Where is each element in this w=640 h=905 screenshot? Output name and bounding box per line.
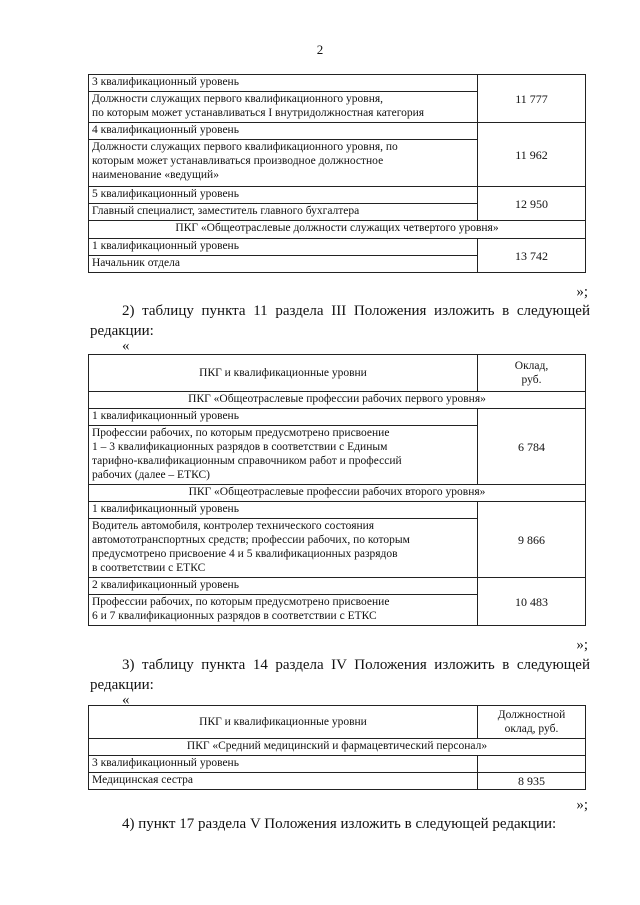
desc-cell: [89, 140, 478, 187]
table-row: [89, 392, 586, 409]
desc-line: 1 – 3 квалификационных разрядов в соответствии с Единым: [92, 441, 388, 453]
desc-cell: [89, 92, 478, 123]
desc-cell: Медицинская сестра: [89, 773, 478, 790]
table-row: [89, 409, 586, 426]
table-row: [89, 123, 586, 140]
group-heading: ПКГ «Общеотраслевые профессии рабочих второго уровня»: [89, 485, 586, 502]
table-row: [89, 75, 586, 92]
salary-value: 11 962: [478, 123, 586, 187]
table-row: [89, 756, 586, 773]
desc-line: автомототранспортных средств; профессии рабочих, по которым: [92, 534, 410, 546]
desc-line: Водитель автомобиля, контролер технического состояния: [92, 520, 375, 532]
table-row: [89, 485, 586, 502]
group-heading: ПКГ «Общеотраслевые профессии рабочих первого уровня»: [89, 392, 586, 409]
level-cell: 3 квалификационный уровень: [89, 75, 478, 92]
desc-line: тарифно-квалификационным справочником работ и профессий: [92, 455, 402, 467]
opening-quote: «: [122, 338, 130, 354]
salary-value: 11 777: [478, 75, 586, 123]
desc-cell: Начальник отдела: [89, 256, 478, 273]
desc-line: Профессии рабочих, по которым предусмотрено присвоение: [92, 596, 390, 608]
header-line: руб.: [521, 374, 542, 386]
desc-cell: [89, 519, 478, 578]
table-salary-workers: [88, 354, 586, 626]
level-cell: 1 квалификационный уровень: [89, 502, 478, 519]
group-heading: ПКГ «Средний медицинский и фармацевтический персонал»: [89, 739, 586, 756]
empty-cell: [478, 756, 586, 773]
header-line: Оклад,: [514, 360, 549, 372]
page-number: 2: [316, 42, 324, 57]
closing-quote: »;: [576, 637, 588, 653]
header-line: оклад, руб.: [504, 723, 559, 735]
paragraph-4: 4) пункт 17 раздела V Положения изложить в следующей редакции:: [122, 816, 557, 832]
paragraph-2-line2: редакции:: [90, 323, 154, 339]
salary-value: 9 866: [478, 502, 586, 578]
paragraph-3-line1: 3) таблицу пункта 14 раздела IV Положения изложить в следующей: [122, 657, 590, 673]
table-header-row: [89, 706, 586, 739]
table-row: [89, 239, 586, 256]
salary-value: 13 742: [478, 239, 586, 273]
level-cell: 5 квалификационный уровень: [89, 187, 478, 204]
closing-quote: »;: [576, 797, 588, 813]
desc-line: наименование «ведущий»: [92, 169, 219, 181]
header-right: [478, 355, 586, 392]
paragraph-3-line2: редакции:: [90, 677, 154, 693]
opening-quote: «: [122, 692, 130, 708]
table-row: [89, 187, 586, 204]
table-row: [89, 773, 586, 790]
group-heading: ПКГ «Общеотраслевые должности служащих четвертого уровня»: [89, 221, 586, 239]
salary-value: 8 935: [478, 773, 586, 790]
desc-line: 6 и 7 квалификационных разрядов в соответствии с ЕТКС: [92, 610, 377, 622]
desc-cell: [89, 595, 478, 626]
level-cell: 3 квалификационный уровень: [89, 756, 478, 773]
table-salary-medical: [88, 705, 586, 790]
desc-line: по которым может устанавливаться I внутридолжностная категория: [92, 107, 425, 119]
desc-line: которым может устанавливаться производное должностное: [92, 155, 384, 167]
table-salary-clerks: [88, 74, 586, 273]
desc-line: рабочих (далее – ЕТКС): [92, 469, 210, 481]
header-left: ПКГ и квалификационные уровни: [89, 706, 478, 739]
header-left: ПКГ и квалификационные уровни: [89, 355, 478, 392]
desc-cell: [89, 426, 478, 485]
table-row: [89, 739, 586, 756]
salary-value: 10 483: [478, 578, 586, 626]
desc-line: Должности служащих первого квалификационного уровня,: [92, 93, 384, 105]
table-header-row: [89, 355, 586, 392]
desc-line: Должности служащих первого квалификационного уровня, по: [92, 141, 398, 153]
salary-value: 12 950: [478, 187, 586, 221]
paragraph-2-line1: 2) таблицу пункта 11 раздела III Положения изложить в следующей: [122, 303, 590, 319]
table-row: [89, 502, 586, 519]
salary-value: 6 784: [478, 409, 586, 485]
table-row: [89, 578, 586, 595]
level-cell: 2 квалификационный уровень: [89, 578, 478, 595]
desc-line: предусмотрено присвоение 4 и 5 квалификационных разрядов: [92, 548, 398, 560]
header-line: Должностной: [497, 709, 566, 721]
level-cell: 1 квалификационный уровень: [89, 239, 478, 256]
header-right: [478, 706, 586, 739]
table-row: [89, 221, 586, 239]
level-cell: 1 квалификационный уровень: [89, 409, 478, 426]
closing-quote: »;: [576, 284, 588, 300]
desc-line: в соответствии с ЕТКС: [92, 562, 206, 574]
desc-line: Профессии рабочих, по которым предусмотрено присвоение: [92, 427, 390, 439]
level-cell: 4 квалификационный уровень: [89, 123, 478, 140]
desc-cell: Главный специалист, заместитель главного бухгалтера: [89, 204, 478, 221]
